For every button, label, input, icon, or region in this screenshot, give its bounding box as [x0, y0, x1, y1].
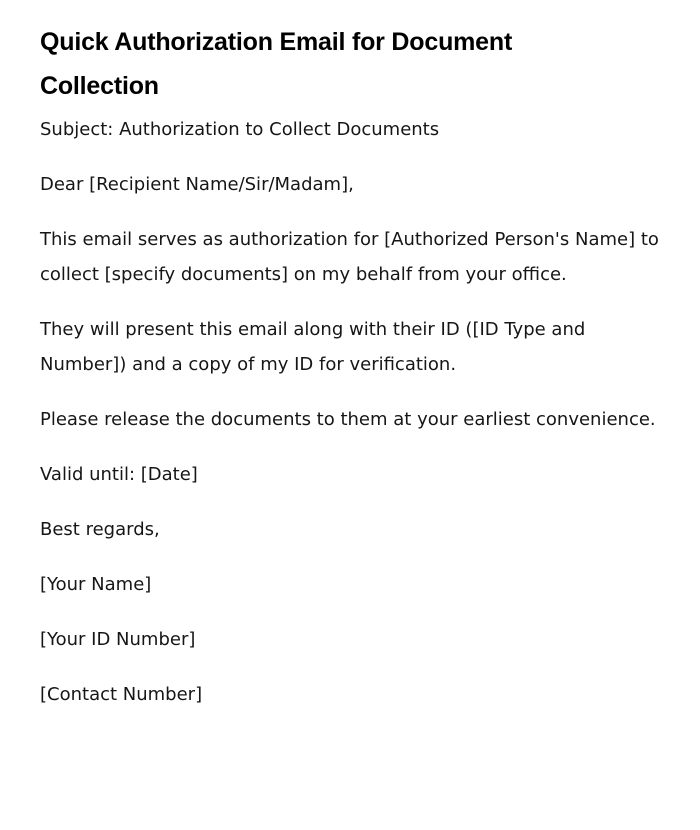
body-paragraph-verification: They will present this email along with their ID ([ID Type and Number]) and a copy of my ID for verification. [40, 319, 586, 375]
email-subject: Subject: Authorization to Collect Documents [40, 119, 440, 140]
valid-until-line: Valid until: [Date] [40, 464, 198, 485]
signature-name: [Your Name] [40, 574, 152, 595]
closing-line: Best regards, [40, 519, 160, 540]
body-paragraph-authorization: This email serves as authorization for [Authorized Person's Name] to collect [specify documents] on my behalf from your office. [40, 229, 659, 285]
body-paragraph-release: Please release the documents to them at your earliest convenience. [40, 409, 656, 430]
email-greeting: Dear [Recipient Name/Sir/Madam], [40, 174, 354, 195]
signature-contact-number: [Contact Number] [40, 684, 203, 705]
document-title: Quick Authorization Email for Document Collection [40, 28, 513, 100]
signature-id-number: [Your ID Number] [40, 629, 196, 650]
